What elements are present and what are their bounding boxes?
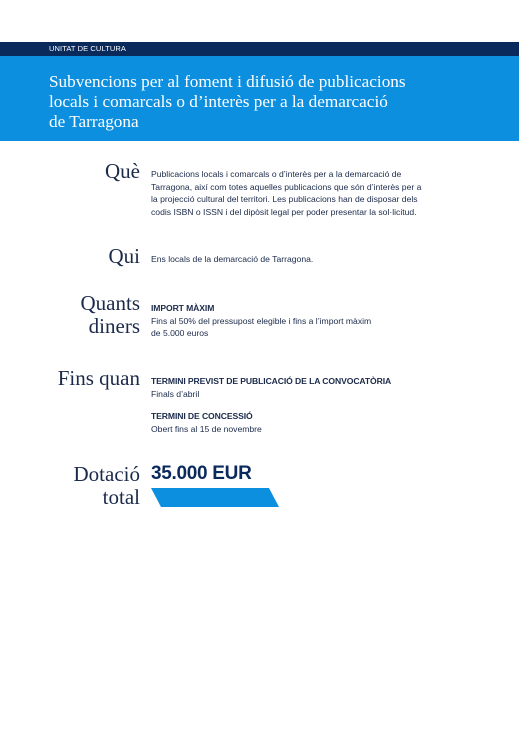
amount-underline-bar [151,488,281,508]
section-label: UNITAT DE CULTURA [49,44,126,53]
que-label: Què [105,159,140,183]
spacer [151,400,451,410]
quants-content [151,302,451,340]
title-line-2: locals i comarcals o d’interès per a la demarcació [49,92,388,111]
quants-line-2: de 5.000 euros [151,328,209,339]
publicacio-text: Finals d’abril [151,388,200,399]
title-line-3: de Tarragona [49,112,139,131]
qui-text: Ens locals de la demarcació de Tarragona. [151,254,314,264]
dotacio-label-line-1: Dotació [73,462,140,486]
import-maxim-heading: IMPORT MÀXIM [151,303,215,313]
quants-line-1: Fins al 50% del pressupost elegible i fins a l’import màxim [151,315,372,326]
top-margin [0,0,519,42]
total-amount: 35.000 EUR [151,463,252,484]
fins-quan-label: Fins quan [57,366,140,390]
que-line-2: Tarragona, així com totes aquelles publicacions que són d’interès per a [151,181,422,192]
quants-label [81,292,141,338]
quants-label-line-2: diners [88,314,140,338]
quants-label-line-1: Quants [80,291,140,315]
dotacio-label [74,463,140,509]
page-title [49,72,449,132]
title-banner [0,56,519,141]
concessio-heading: TERMINI DE CONCESSIÓ [151,411,253,422]
concessio-text: Obert fins al 15 de novembre [151,423,262,434]
title-line-1: Subvencions per al foment i difusió de publicacions [49,72,406,91]
qui-label: Qui [108,244,140,268]
que-line-1: Publicacions locals i comarcals o d’interès per a la demarcació de [151,169,402,179]
dotacio-label-line-2: total [102,485,140,509]
publicacio-heading: TERMINI PREVIST DE PUBLICACIÓ DE LA CONVOCATÒRIA [151,376,392,386]
que-line-3: la projecció cultural del territori. Les publicacions han de disposar dels [151,194,418,205]
que-text [151,168,451,218]
section-bar [0,42,519,56]
fins-quan-content [151,375,451,435]
que-line-4: codis ISBN o ISSN i del dipòsit legal per poder presentar la sol·licitud. [151,206,417,217]
amount-bar-shape [151,488,279,507]
